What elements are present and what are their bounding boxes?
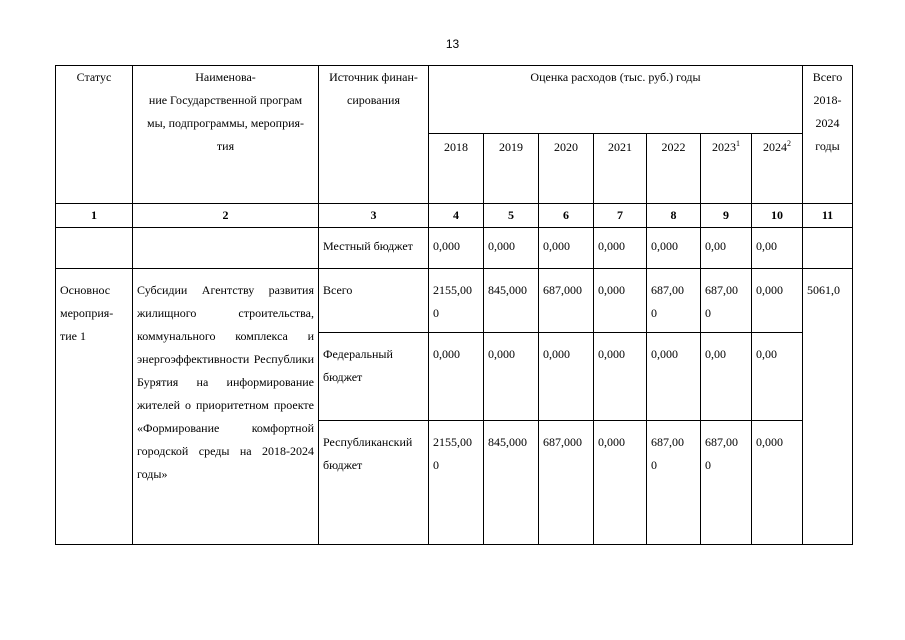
year-2022: 2022 (647, 134, 701, 204)
year-2018: 2018 (429, 134, 484, 204)
value-cell: 687,00 0 (701, 269, 752, 333)
value-cell: 0,000 (594, 421, 647, 545)
value-cell: 0,000 (429, 228, 484, 269)
value-cell: 0,00 (752, 228, 803, 269)
value-cell: 2155,00 0 (429, 421, 484, 545)
value-cell: 0,000 (594, 333, 647, 421)
value-cell: 0,000 (484, 228, 539, 269)
value-cell: 687,00 0 (647, 269, 701, 333)
header-status: Статус (56, 66, 133, 204)
year-2020: 2020 (539, 134, 594, 204)
value-cell: 0,000 (594, 228, 647, 269)
header-source: Источник финан- сирования (319, 66, 429, 204)
header-row-1 (56, 66, 853, 134)
column-number-row (56, 204, 853, 228)
col-num: 10 (752, 204, 803, 228)
value-cell: 0,00 (752, 333, 803, 421)
header-estimate: Оценка расходов (тыс. руб.) годы (429, 66, 803, 134)
value-cell: 687,000 (539, 421, 594, 545)
col-num: 7 (594, 204, 647, 228)
cell-empty (133, 228, 319, 269)
col-num: 8 (647, 204, 701, 228)
col-num: 4 (429, 204, 484, 228)
value-cell: 2155,00 0 (429, 269, 484, 333)
total-cell (803, 228, 853, 269)
measure-name-cell: Субсидии Агентству развития жилищного строительства, коммунального комплекса и энергоэффективности Республики Бурятия на информирование жителей о приоритетном проекте «Формирование комфортной городской среды на 2018-2024 годы» (133, 269, 319, 545)
page-number: 13 (445, 37, 460, 51)
col-num: 2 (133, 204, 319, 228)
col-num: 11 (803, 204, 853, 228)
value-cell: 0,000 (594, 269, 647, 333)
year-2019: 2019 (484, 134, 539, 204)
col-num: 5 (484, 204, 539, 228)
header-name: Наименова- ние Государственной програм мы, подпрограммы, мероприя- тия (133, 66, 319, 204)
value-cell: 0,000 (539, 228, 594, 269)
header-total: Всего 2018- 2024 годы (803, 66, 853, 204)
footnote-mark: 1 (736, 139, 740, 148)
value-cell: 0,000 (484, 333, 539, 421)
col-num: 9 (701, 204, 752, 228)
footnote-mark: 2 (787, 139, 791, 148)
total-cell: 5061,0 (803, 269, 853, 545)
year-2024: 2024$^2$ (752, 134, 803, 204)
table-row (56, 228, 853, 269)
cell-empty (56, 228, 133, 269)
value-cell: 0,000 (647, 228, 701, 269)
col-num: 3 (319, 204, 429, 228)
value-cell: 0,000 (539, 333, 594, 421)
value-cell: 845,000 (484, 269, 539, 333)
value-cell: 0,000 (429, 333, 484, 421)
year-2023: 2023$^1$ (701, 134, 752, 204)
source-cell: Республиканский бюджет (319, 421, 429, 545)
value-cell: 0,000 (752, 269, 803, 333)
source-cell: Всего (319, 269, 429, 333)
source-cell: Местный бюджет (319, 228, 429, 269)
budget-table (55, 65, 853, 545)
value-cell: 0,00 (701, 333, 752, 421)
table-row (56, 269, 853, 333)
value-cell: 0,000 (647, 333, 701, 421)
year-2021: 2021 (594, 134, 647, 204)
value-cell: 0,00 (701, 228, 752, 269)
status-cell: Основнос мероприя- тие 1 (56, 269, 133, 545)
value-cell: 687,000 (539, 269, 594, 333)
col-num: 6 (539, 204, 594, 228)
value-cell: 0,000 (752, 421, 803, 545)
value-cell: 845,000 (484, 421, 539, 545)
value-cell: 687,00 0 (701, 421, 752, 545)
col-num: 1 (56, 204, 133, 228)
source-cell: Федеральный бюджет (319, 333, 429, 421)
value-cell: 687,00 0 (647, 421, 701, 545)
